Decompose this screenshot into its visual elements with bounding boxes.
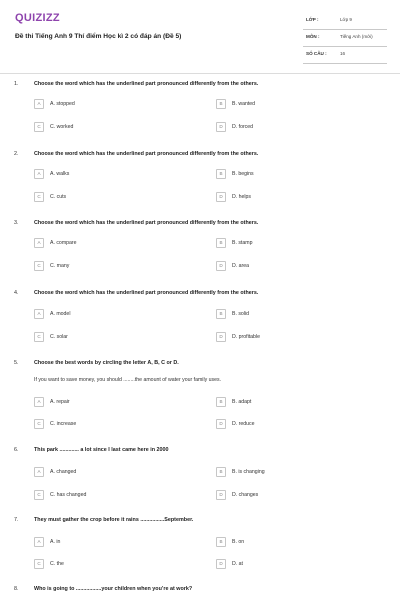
option-text: D. area [232,262,250,269]
option-text: C. cuts [50,193,67,200]
option-letter: C [34,332,44,342]
option-text: C. increase [50,420,77,427]
meta-row-class [303,13,387,30]
option-letter: D [216,419,226,429]
question-number: 2. [14,151,19,157]
worksheet-header [0,0,400,72]
option-letter: B [216,537,226,547]
option-letter: A [34,99,44,109]
worksheet-meta-table [303,13,387,64]
option-letter: D [216,122,226,132]
option-letter: C [34,559,44,569]
option-letter: C [34,261,44,271]
option-text: B. is changing [232,468,265,475]
option-letter: D [216,332,226,342]
option-text: A. compare [50,239,77,246]
header-divider [0,73,400,74]
option-letter: B [216,397,226,407]
meta-value: Tiếng Anh (mới) [340,34,373,39]
option-letter: A [34,537,44,547]
option-text: C. solar [50,333,68,340]
question-text: This park ............. a lot since I last came here in 2000 [34,447,169,453]
meta-value: 16 [340,51,346,56]
option-letter: A [34,397,44,407]
option-letter: B [216,238,226,248]
option-text: C. has changed [50,491,87,498]
question-text: Choose the word which has the underlined part pronounced differently from the others. [34,81,259,87]
option-letter: D [216,490,226,500]
question-number: 1. [14,81,19,87]
question-number: 7. [14,517,19,523]
question-number: 4. [14,290,19,296]
question-text: Who is going to .................your children when you’re at work? [34,586,193,592]
question-text: Choose the word which has the underlined part pronounced differently from the others. [34,290,259,296]
option-text: A. stopped [50,100,75,107]
option-letter: B [216,99,226,109]
option-text: A. in [50,538,61,545]
option-letter: A [34,169,44,179]
option-text: B. stamp [232,239,253,246]
option-text: D. profitable [232,333,260,340]
option-text: A. model [50,310,71,317]
option-text: B. begins [232,170,254,177]
option-text: C. many [50,262,70,269]
option-text: D. changes [232,491,259,498]
option-text: A. walks [50,170,70,177]
question-number: 6. [14,447,19,453]
option-text: B. adapt [232,398,252,405]
option-letter: A [34,238,44,248]
option-text: D. forced [232,123,254,130]
question-number: 8. [14,586,19,592]
quizizz-logo: QUIZIZZ [15,12,60,24]
option-letter: A [34,467,44,477]
question-text: They must gather the crop before it rains ................September. [34,517,194,523]
option-letter: B [216,169,226,179]
question-prompt: If you want to save money, you should ........the amount of water your family uses. [34,377,222,383]
option-letter: C [34,490,44,500]
option-text: C. the [50,560,64,567]
meta-row-question-count [303,47,387,64]
option-text: B. wanted [232,100,256,107]
question-number: 3. [14,220,19,226]
option-letter: C [34,122,44,132]
option-text: A. repair [50,398,70,405]
meta-label: SỐ CÂU : [306,51,327,56]
option-letter: D [216,559,226,569]
meta-row-subject [303,30,387,47]
option-text: B. on [232,538,245,545]
worksheet-title: Đề thi Tiếng Anh 9 Thí điểm Học kì 2 có đáp án (Đề 5) [15,33,182,40]
option-letter: D [216,261,226,271]
option-letter: D [216,192,226,202]
option-letter: B [216,309,226,319]
meta-label: LỚP : [306,17,319,22]
meta-value: Lớp 9 [340,17,352,22]
option-text: A. changed [50,468,77,475]
question-number: 5. [14,360,19,366]
question-text: Choose the word which has the underlined part pronounced differently from the others. [34,151,259,157]
option-text: D. reduce [232,420,255,427]
question-text: Choose the word which has the underlined part pronounced differently from the others. [34,220,259,226]
option-letter: B [216,467,226,477]
meta-label: MÔN : [306,34,320,39]
option-text: B. solid [232,310,250,317]
option-text: D. helps [232,193,252,200]
option-text: C. worked [50,123,74,130]
question-text: Choose the best words by circling the letter A, B, C or D. [34,360,179,366]
option-letter: C [34,419,44,429]
option-letter: C [34,192,44,202]
option-letter: A [34,309,44,319]
option-text: D. at [232,560,243,567]
